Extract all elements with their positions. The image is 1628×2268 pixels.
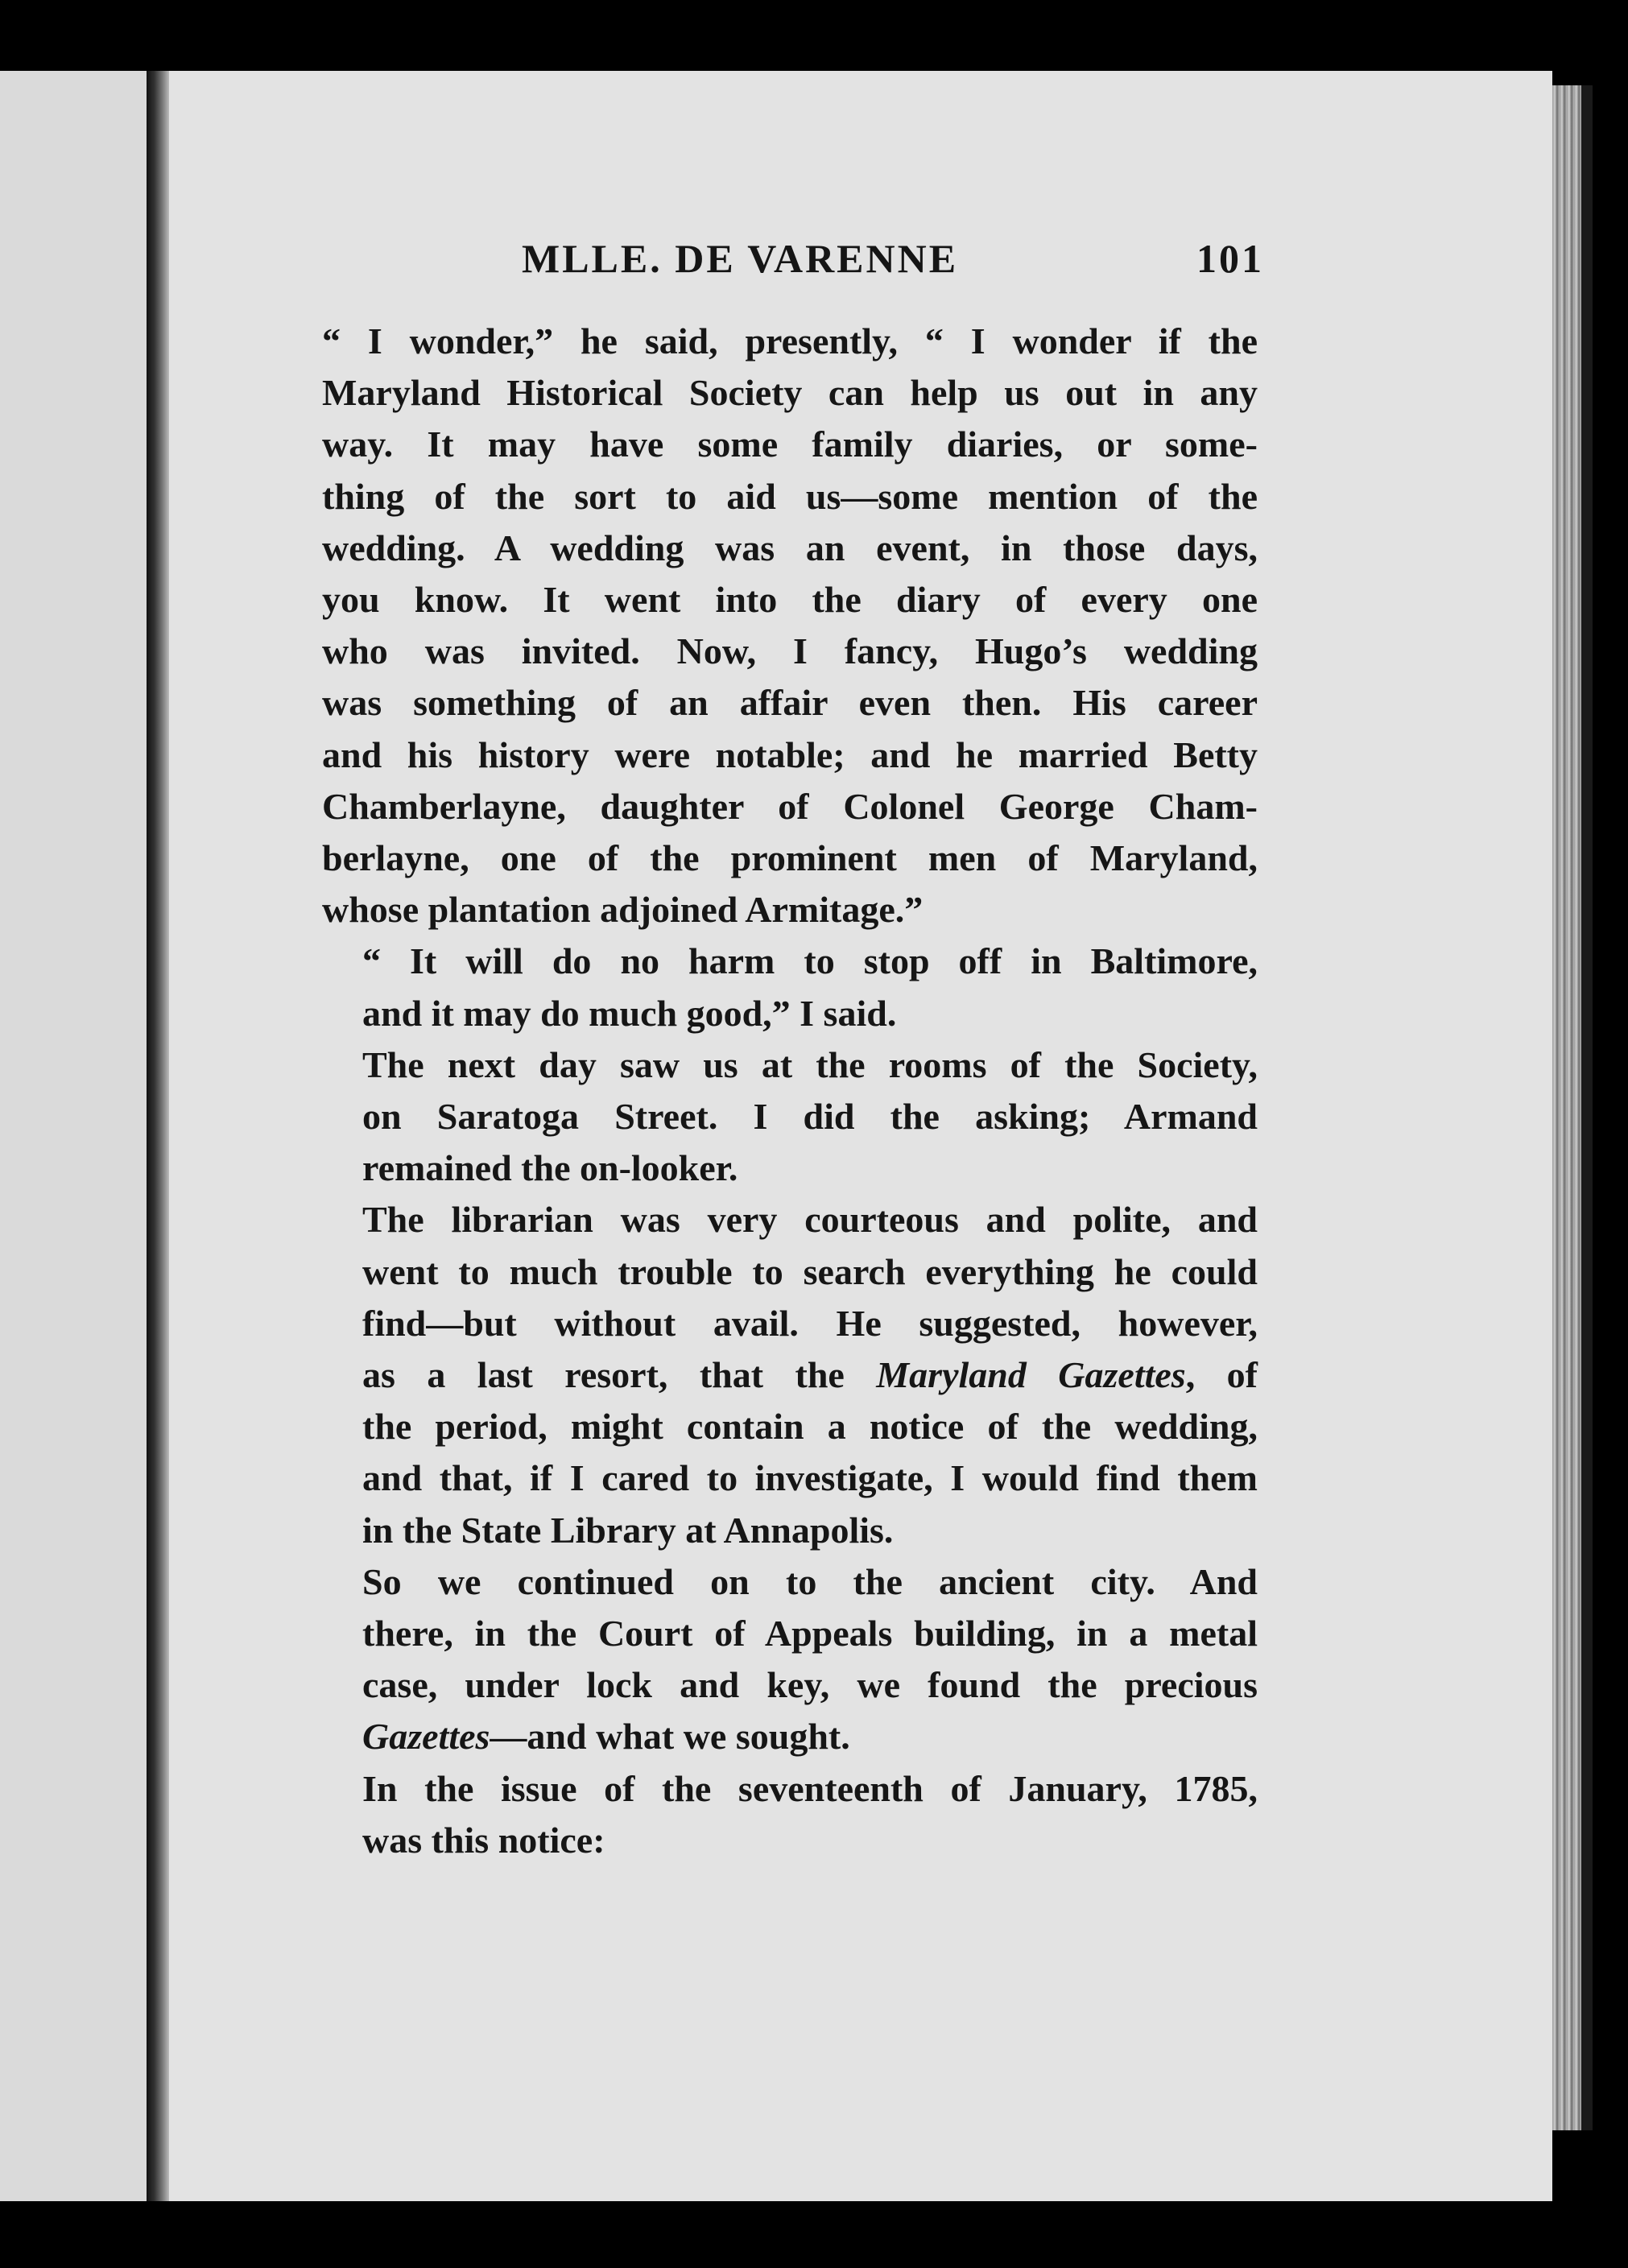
text-line: in the State Library at Annapolis. <box>362 1509 894 1551</box>
paragraph <box>322 1763 1258 1866</box>
text-line: who was invited. Now, I fancy, Hugo’s wedding <box>322 630 1258 672</box>
running-head-title: MLLE. DE VARENNE <box>522 236 959 281</box>
text-line: there, in the Court of Appeals building, in a metal <box>362 1613 1258 1655</box>
paragraph <box>322 1556 1258 1763</box>
text-line: thing of the sort to aid us—some mention of the <box>322 475 1258 517</box>
text-line: In the issue of the seventeenth of January, 1785, <box>362 1767 1258 1809</box>
paragraph <box>322 1039 1258 1195</box>
text-line: Gazettes—and what we sought. <box>362 1716 850 1758</box>
text-line: case, under lock and key, we found the precious <box>362 1664 1258 1706</box>
book-gutter <box>147 71 169 2201</box>
paragraph <box>322 1194 1258 1555</box>
text-line: Chamberlayne, daughter of Colonel George Cham- <box>322 785 1258 827</box>
text-line: the period, might contain a notice of the wedding, <box>362 1406 1258 1448</box>
text-line: and his history were notable; and he married Betty <box>322 733 1258 775</box>
text-line: was something of an affair even then. His career <box>322 682 1258 724</box>
text-line: berlayne, one of the prominent men of Maryland, <box>322 837 1258 879</box>
text-line: “ It will do no harm to stop off in Baltimore, <box>362 940 1258 982</box>
text-line: The librarian was very courteous and polite, and <box>362 1199 1258 1241</box>
running-head <box>322 235 1264 291</box>
text-line: wedding. A wedding was an event, in those days, <box>322 527 1258 568</box>
paragraph <box>322 936 1258 1039</box>
text-line: on Saratoga Street. I did the asking; Armand <box>362 1096 1258 1138</box>
text-line: way. It may have some family diaries, or some- <box>322 423 1258 465</box>
book-cover-edge <box>1581 85 1593 2130</box>
paragraph <box>322 316 1258 936</box>
left-page-edge <box>0 71 147 2201</box>
body-text <box>322 316 1258 1866</box>
page-stack-edge <box>1552 85 1581 2130</box>
text-line: The next day saw us at the rooms of the Society, <box>362 1043 1258 1085</box>
text-line: and it may do much good,” I said. <box>362 992 897 1034</box>
page-number: 101 <box>1196 236 1264 281</box>
text-line: as a last resort, that the Maryland Gazettes, of <box>362 1354 1258 1396</box>
text-line: whose plantation adjoined Armitage.” <box>322 889 923 931</box>
text-line: went to much trouble to search everything he could <box>362 1250 1258 1292</box>
text-line: find—but without avail. He suggested, however, <box>362 1302 1258 1344</box>
text-line: remained the on-looker. <box>362 1147 738 1189</box>
text-line: So we continued on to the ancient city. And <box>362 1560 1258 1602</box>
text-line: was this notice: <box>362 1819 605 1861</box>
text-line: and that, if I cared to investigate, I would find them <box>362 1457 1258 1499</box>
text-line: “ I wonder,” he said, presently, “ I wonder if the <box>322 320 1258 361</box>
text-line: you know. It went into the diary of every one <box>322 579 1258 621</box>
text-line: Maryland Historical Society can help us out in any <box>322 372 1258 414</box>
